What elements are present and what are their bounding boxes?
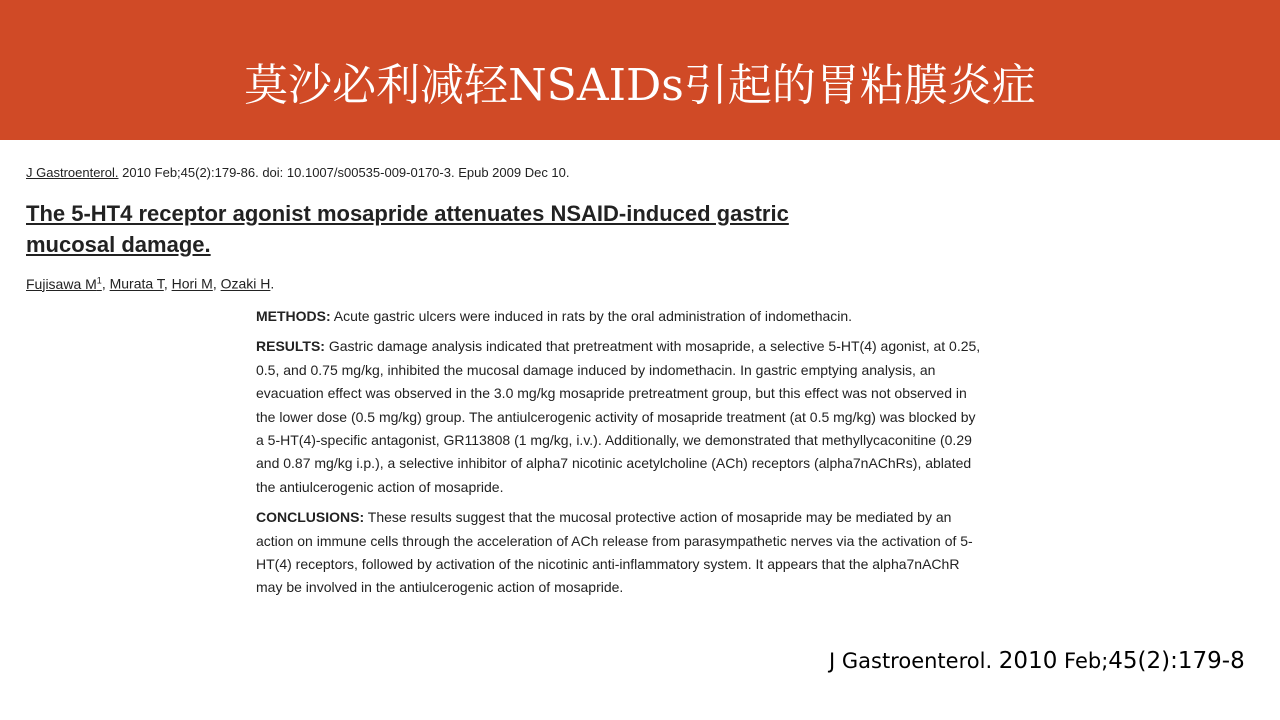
author-link-fujisawa[interactable]: [26, 276, 102, 292]
journal-link[interactable]: J Gastroenterol.: [26, 165, 119, 180]
methods-label: METHODS:: [256, 308, 331, 324]
results-text: Gastric damage analysis indicated that pretreatment with mosapride, a selective 5-HT(4) agonist, at 0.25, 0.5, and 0.75 mg/kg, inhibited the mucosal damage induced by indomethacin. In gastric emptying analysis, an evacuation effect was observed in the 3.0 mg/kg mosapride pretreatment group, but this effect was not observed in the lower dose (0.5 mg/kg) group. The antiulcerogenic activity of mosapride treatment (at 0.5 mg/kg) was blocked by a 5-HT(4)-specific antagonist, GR113808 (1 mg/kg, i.v.). Additionally, we demonstrated that methyllycaconitine (0.29 and 0.87 mg/kg i.p.), a selective inhibitor of alpha7 nicotinic acetylcholine (ACh) receptors (alpha7nAChRs), ablated the antiulcerogenic action of mosapride.: [256, 338, 981, 495]
conclusions-label: CONCLUSIONS:: [256, 509, 365, 526]
methods-text: Acute gastric ulcers were induced in rats by the oral administration of indomethacin.: [330, 308, 853, 324]
author-link-murata[interactable]: Murata T: [109, 275, 164, 292]
author-list: [26, 275, 274, 292]
author-separator: ,: [163, 275, 172, 292]
author-list-end: .: [270, 275, 275, 292]
abstract-results: [256, 335, 986, 499]
footer-citation: [829, 648, 1245, 674]
citation-line: [26, 165, 570, 180]
abstract-methods: [256, 305, 986, 328]
abstract: [256, 305, 986, 607]
title-banner: [0, 0, 1280, 140]
author-link-hori[interactable]: Hori M: [171, 275, 213, 292]
citation-details: 2010 Feb;45(2):179-86. doi: 10.1007/s00535-009-0170-3. Epub 2009 Dec 10.: [118, 165, 570, 180]
author-affiliation-sup: 1: [96, 275, 102, 285]
author-separator: ,: [212, 275, 221, 292]
article-title[interactable]: The 5-HT4 receptor agonist mosapride attenuates NSAID-induced gastric mucosal damage.: [26, 201, 789, 257]
results-label: RESULTS:: [256, 338, 325, 355]
footer-month: Feb;: [1057, 649, 1109, 673]
abstract-conclusions: [256, 506, 986, 600]
slide-title: 莫沙必利减轻NSAIDs引起的胃粘膜炎症: [244, 60, 1036, 111]
footer-journal: J Gastroenterol.: [829, 649, 999, 673]
author-link-ozaki[interactable]: Ozaki H: [220, 275, 271, 292]
conclusions-text: These results suggest that the mucosal protective action of mosapride may be mediated by an action on immune cells through the acceleration of ACh release from parasympathetic nerves via the activation of 5-HT(4) receptors, followed by activation of the nicotinic anti-inflammatory system. It appears that the alpha7nAChR may be involved in the antiulcerogenic action of mosapride.: [256, 509, 973, 596]
author-name: Fujisawa M: [26, 275, 97, 292]
footer-year: 2010: [998, 648, 1058, 674]
author-separator: ,: [101, 275, 110, 292]
footer-issue: 45(2):179-8: [1108, 648, 1245, 674]
